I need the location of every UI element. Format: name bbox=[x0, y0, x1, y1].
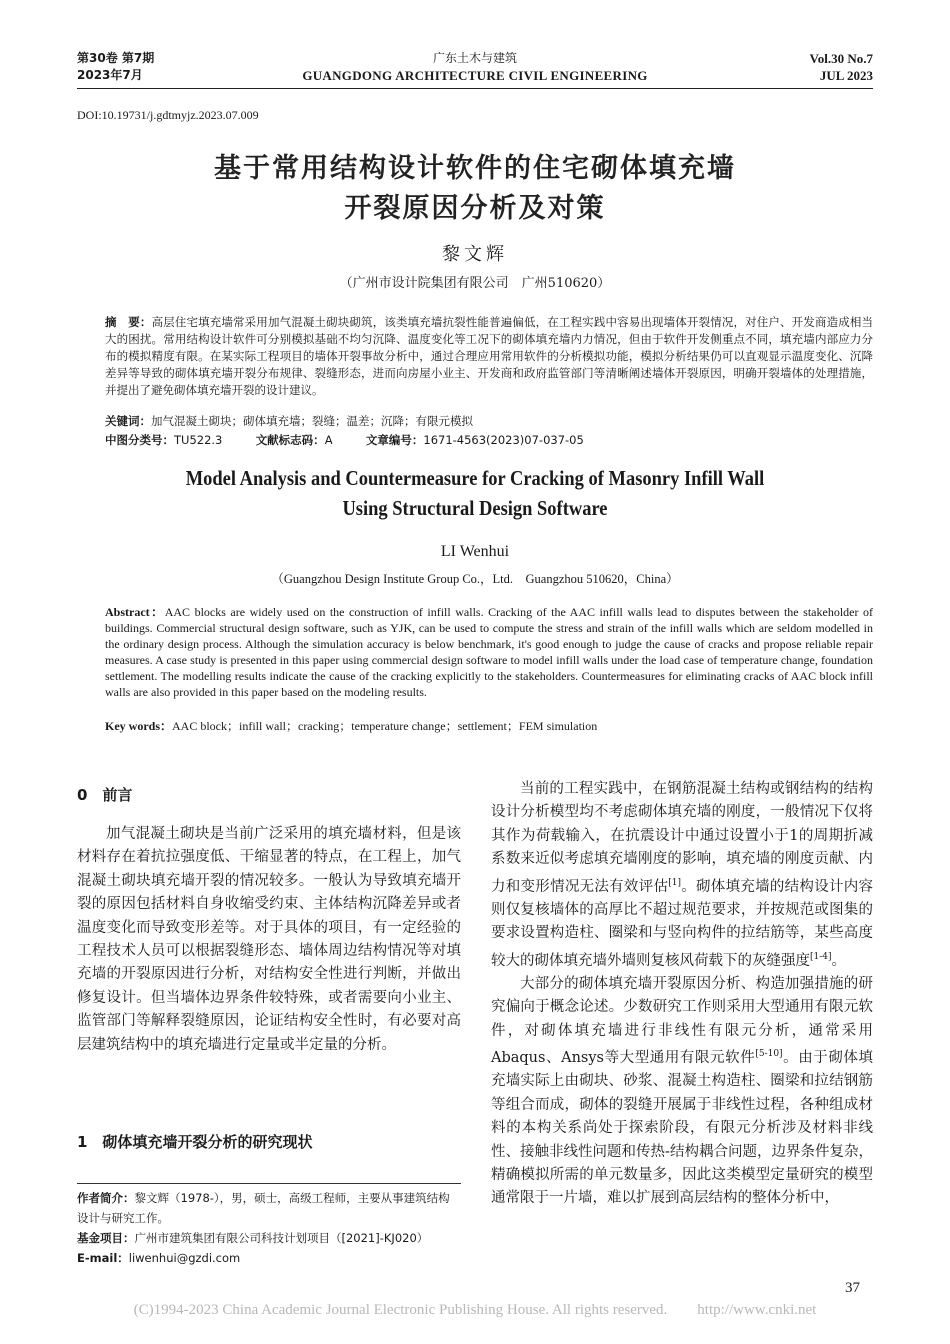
right-para1-text-a: 当前的工程实践中，在钢筋混凝土结构或钢结构的结构设计分析模型均不考虑砌体填充墙的刚度，一般情况下仅将其作为荷载输入，在抗震设计中通过设置小于1的周期折减系数来近似考虑填充墙刚度的影响，填充墙的刚度贡献、内力和变形情况无法有效评估 bbox=[491, 781, 873, 895]
abstract-en-text: AAC blocks are widely used on the construction of infill walls. Cracking of the AAC infill walls lead to disputes between the stakeholder of buildings. Commercial structural design software, such as YJK, can be used to compute the stress and strain of the infill walls which are seldom modelled in the ordinary design process. Although the simulation accuracy is below benchmark, it's good enough to judge the cause of cracks and propose reliable repair measures. A case study is presented in this paper using commercial design software to model infill walls under the load case of temperature change, foundation settlement. The modelling results indicate the cause of the cracking explicitly to the stakeholders. Countermeasures for eliminating cracks of AAC block infill walls are also provided in this paper based on the modeling results. bbox=[105, 605, 873, 699]
section-0-body bbox=[77, 823, 461, 1057]
abstract-en-label: Abstract： bbox=[105, 605, 165, 619]
doi: DOI:10.19731/j.gdtmyjz.2023.07.009 bbox=[77, 108, 259, 122]
section-0-paragraph: 加气混凝土砌块是当前广泛采用的填充墙材料，但是该材料存在着抗拉强度低、干缩显著的特点，在工程上，加气混凝土砌块填充墙开裂的情况较多。一般认为导致填充墙开裂的原因包括材料自身收缩受约束、主体结构沉降差异或者温度变化而导致变形差等。对于具体的项目，有一定经验的工程技术人员可以根据裂缝形态、墙体周边结构情况等对填充墙的开裂原因进行分析，对结构安全性进行判断，并做出修复设计。但当墙体边界条件较特殊，或者需要向小业主、监管部门等解释裂缝原因，论证结构安全性时，有必要对高层建筑结构中的填充墙进行定量或半定量的分析。 bbox=[77, 826, 461, 1053]
header-journal-block bbox=[0, 50, 950, 84]
footnote-author bbox=[77, 1188, 461, 1228]
right-para2-text-b: 。由于砌体填充墙实际上由砌块、砂浆、混凝土构造柱、圈梁和拉结钢筋等组合而成，砌体的裂缝开展属于非线性过程，各种组成材料的本构关系尚处于探索阶段，有限元分析涉及材料非线性、接触非线性问题和传热-结构耦合问题，边界条件复杂，精确模拟所需的单元数量多，因此这类模型定量研究的模型通常限于一片墙，难以扩展到高层结构的整体分析中， bbox=[491, 1049, 874, 1207]
affiliation-cn: （广州市设计院集团有限公司 广州510620） bbox=[339, 276, 611, 291]
classification-line bbox=[105, 432, 873, 449]
right-para1-text-b: 。砌体填充墙的结构设计内容则仅复核墙体的高厚比不超过规范要求，并按规范或图集的要求设置构造柱、圈梁和与竖向构件的拉结筋等，某些高度较大的砌体填充墙外墙则复核风荷载下的灰缝强度 bbox=[491, 878, 874, 969]
abstract-cn bbox=[105, 314, 873, 399]
author-cn: 黎文辉 bbox=[442, 244, 508, 265]
article-no-label: 文章编号： bbox=[365, 433, 424, 447]
right-column bbox=[491, 778, 873, 1211]
header-date: 2023年7月 bbox=[77, 68, 143, 82]
header-journal-en: GUANGDONG ARCHITECTURE CIVIL ENGINEERING bbox=[302, 68, 648, 83]
citation-1: [1] bbox=[668, 877, 681, 888]
footnote-fund-label: 基金项目： bbox=[77, 1231, 135, 1245]
right-para1-text-c: 。 bbox=[831, 952, 847, 969]
clc-label: 中图分类号： bbox=[105, 433, 174, 447]
header-journal-cn: 广东土木与建筑 bbox=[432, 51, 517, 65]
section-1-heading: 1 砌体填充墙开裂分析的研究现状 bbox=[77, 1133, 313, 1151]
section-0-heading: 0 前言 bbox=[77, 786, 133, 804]
keywords-en-text: AAC block；infill wall；cracking；temperature change；settlement；FEM simulation bbox=[172, 719, 598, 733]
header-volume-issue: 第30卷 第7期 bbox=[77, 51, 155, 65]
footnote-fund bbox=[77, 1228, 461, 1248]
abstract-cn-text: 高层住宅填充墙常采用加气混凝土砌块砌筑，该类填充墙抗裂性能普遍偏低，在工程实践中容易出现墙体开裂情况，对住户、开发商造成相当大的困扰。常用结构设计软件可分别模拟基础不均匀沉降、温度变化等工况下的砌体填充墙内力情况，但由于软件开发侧重点不同，填充墙内部应力分布的模拟精度有限。在某实际工程项目的墙体开裂事故分析中，通过合理应用常用软件的分析模拟功能，模拟分析结果仍可以直观显示温度变化、沉降差异等导致的砌体填充墙开裂分布规律、裂缝形态，进而向房屋小业主、开发商和政府监管部门等清晰阐述墙体开裂原因，明确开裂墙体的处理措施，并提出了避免砌体填充墙开裂的设计建议。 bbox=[105, 315, 874, 397]
title-cn-line2: 开裂原因分析及对策 bbox=[344, 193, 606, 224]
title-en-line2: Using Structural Design Software bbox=[342, 496, 608, 520]
title-en-line1: Model Analysis and Countermeasure for Cracking of Masonry Infill Wall bbox=[185, 466, 765, 490]
abstract-en bbox=[105, 604, 873, 700]
article-no-value: 1671-4563(2023)07-037-05 bbox=[423, 433, 584, 447]
cnki-watermark: (C)1994-2023 China Academic Journal Electronic Publishing House. All rights reserved. http://www.cnki.net bbox=[133, 1302, 817, 1318]
keywords-cn-text: 加气混凝土砌块；砌体填充墙；裂缝；温差；沉降；有限元模拟 bbox=[151, 414, 473, 428]
right-para2-text-a: 大部分的砌体填充墙开裂原因分析、构造加强措施的研究偏向于概念论述。少数研究工作则采用大型通用有限元软件，对砌体填充墙进行非线性有限元分析，通常采用Abaqus、Ansys等大型通用有限元软件 bbox=[491, 975, 873, 1066]
keywords-cn bbox=[105, 413, 873, 430]
right-paragraph-2 bbox=[491, 973, 873, 1211]
footnote-block bbox=[77, 1188, 461, 1268]
footnote-email-text: liwenhui@gzdi.com bbox=[128, 1251, 241, 1265]
page-number: 37 bbox=[845, 1280, 860, 1296]
doc-code-value: A bbox=[324, 433, 333, 447]
right-paragraph-1 bbox=[491, 778, 873, 973]
header-vol-no: Vol.30 No.7 bbox=[809, 51, 873, 66]
clc-value: TU522.3 bbox=[174, 433, 223, 447]
citation-1-4: [1-4] bbox=[810, 951, 832, 962]
header-month: JUL 2023 bbox=[819, 68, 873, 83]
citation-5-10: [5-10] bbox=[755, 1049, 783, 1060]
footnote-fund-text: 广州市建筑集团有限公司科技计划项目（[2021]-KJ020） bbox=[134, 1231, 429, 1245]
abstract-cn-label: 摘 要： bbox=[105, 315, 152, 329]
footnote-email bbox=[77, 1248, 461, 1268]
header-rule bbox=[77, 88, 873, 89]
footnote-email-label: E-mail： bbox=[77, 1251, 129, 1265]
footnote-rule bbox=[77, 1183, 461, 1184]
title-cn-line1: 基于常用结构设计软件的住宅砌体填充墙 bbox=[214, 153, 736, 184]
doc-code-label: 文献标志码： bbox=[255, 433, 325, 447]
author-en: LI Wenhui bbox=[440, 543, 510, 560]
keywords-cn-label: 关键词： bbox=[105, 414, 151, 428]
affiliation-en: （Guangzhou Design Institute Group Co.，Ltd. Guangzhou 510620，China） bbox=[271, 572, 679, 586]
footnote-author-text: 黎文辉（1978-），男，硕士，高级工程师，主要从事建筑结构设计与研究工作。 bbox=[77, 1191, 450, 1225]
header-vol-block bbox=[810, 50, 873, 84]
footnote-author-label: 作者简介： bbox=[77, 1191, 135, 1205]
keywords-en bbox=[105, 718, 873, 734]
keywords-en-label: Key words： bbox=[105, 719, 172, 733]
